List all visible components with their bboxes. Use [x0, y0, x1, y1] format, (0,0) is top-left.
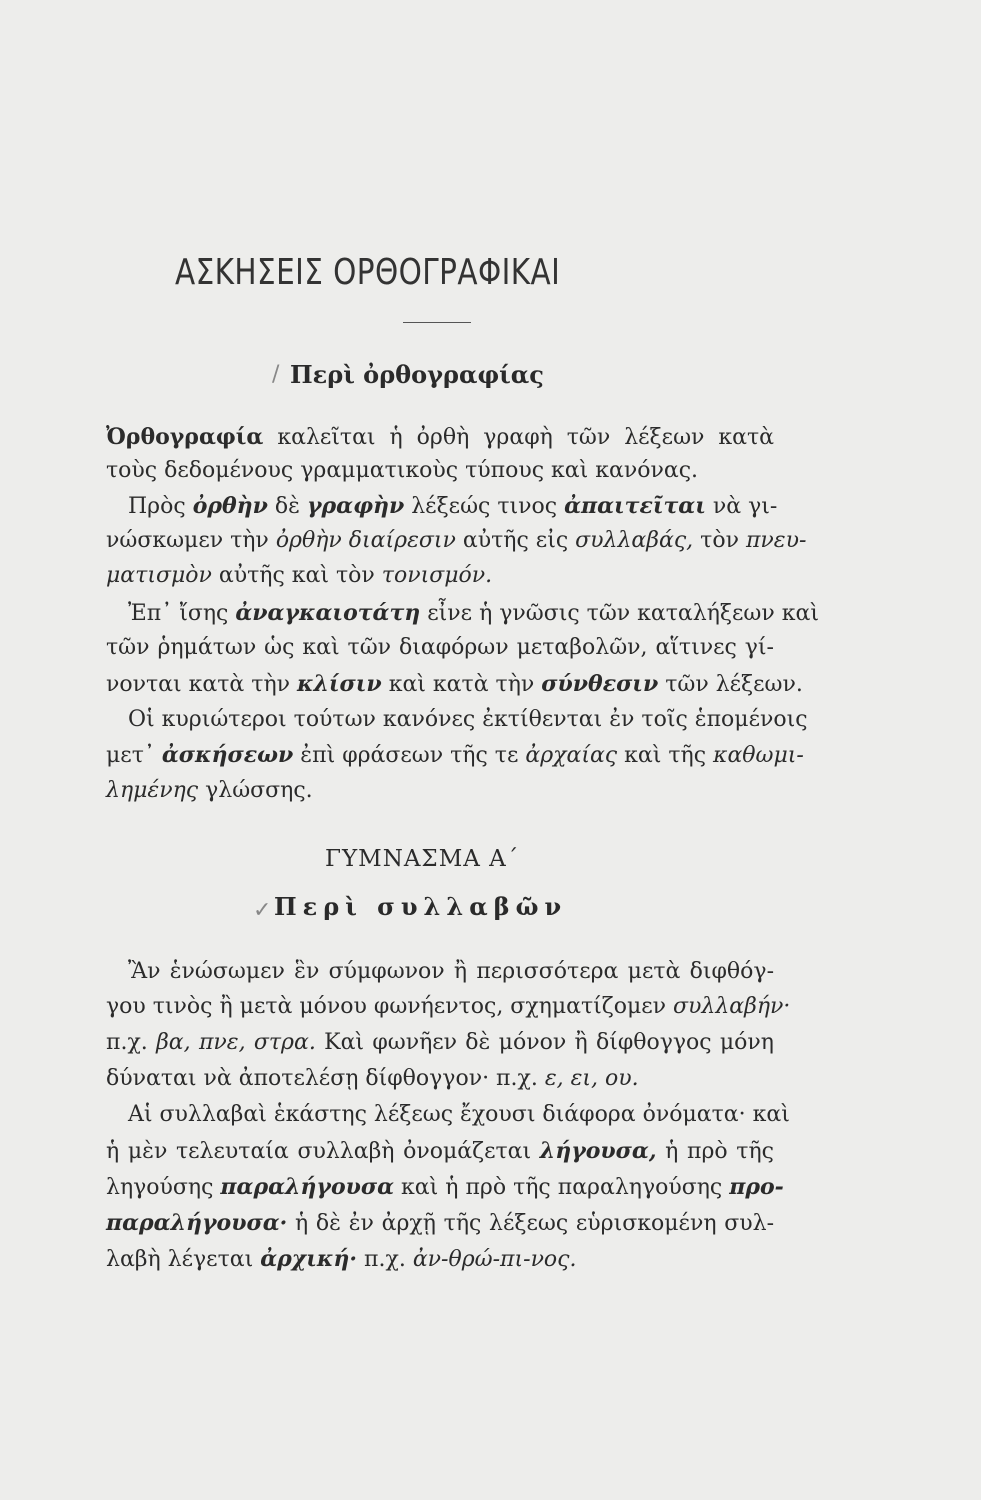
exercise-heading: ΓΥΜΝΑΣΜΑ Α΄ — [325, 846, 520, 872]
text-line: λημένης γλώσσης. — [106, 778, 313, 803]
text-line: νονται κατὰ τὴν κλίσιν καὶ κατὰ τὴν σύνθεσιν τῶν λέξεων. — [106, 671, 803, 697]
text-line: δύναται νὰ ἀποτελέσῃ δίφθογγον· π.χ. ε, ει, ου. — [106, 1066, 639, 1091]
text-line: Ἐπ᾽ ἴσης ἀναγκαιοτάτη εἶνε ἡ γνῶσις τῶν καταλήξεων καὶ — [128, 600, 819, 626]
text-line: ματισμὸν αὐτῆς καὶ τὸν τονισμόν. — [106, 563, 493, 588]
text-line: Πρὸς ὀρθὴν δὲ γραφὴν λέξεώς τινος ἀπαιτεῖται νὰ γι- — [128, 493, 778, 519]
text-line: π.χ. βα, πνε, στρα. Καὶ φωνῆεν δὲ μόνον ἢ δίφθογγος μόνη — [106, 1030, 774, 1055]
text-line: νώσκωμεν τὴν ὀρθὴν διαίρεσιν αὐτῆς εἰς συλλαβάς, τὸν πνευ- — [106, 528, 807, 553]
text-line: παραλήγουσα· ἡ δὲ ἐν ἀρχῇ τῆς λέξεως εὑρισκομένη συλ- — [106, 1210, 774, 1236]
title-rule — [403, 322, 471, 323]
section-heading-orthography: Περὶ ὀρθογραφίας — [290, 360, 544, 389]
text-line: Ἂν ἑνώσωμεν ἓν σύμφωνον ἢ περισσότερα μετὰ διφθόγ- — [128, 959, 774, 984]
text-line: μετ᾽ ἀσκήσεων ἐπὶ φράσεων τῆς τε ἀρχαίας καὶ τῆς καθωμι- — [106, 742, 804, 768]
text-line: Αἱ συλλαβαὶ ἑκάστης λέξεως ἔχουσι διάφορα ὀνόματα· καὶ — [128, 1102, 790, 1127]
text-line: Ὀρθογραφία καλεῖται ἡ ὀρθὴ γραφὴ τῶν λέξεων κατὰ — [106, 424, 774, 450]
text-line: Οἱ κυριώτεροι τούτων κανόνες ἐκτίθενται ἐν τοῖς ἑπομένοις — [128, 707, 808, 732]
text-line: γου τινὸς ἢ μετὰ μόνου φωνήεντος, σχηματίζομεν συλλαβήν· — [106, 994, 791, 1019]
text-line: τοὺς δεδομένους γραμματικοὺς τύπους καὶ κανόνας. — [106, 458, 699, 483]
text-line: λαβὴ λέγεται ἀρχική· π.χ. ἀν-θρώ-πι-νος. — [106, 1246, 577, 1272]
margin-check-mark: / — [272, 362, 280, 387]
page-title: ΑΣΚΗΣΕΙΣ ΟΡΘΟΓΡΑΦΙΚΑΙ — [175, 252, 561, 293]
text-line: ληγούσης παραλήγουσα καὶ ἡ πρὸ τῆς παραληγούσης προ- — [106, 1174, 784, 1200]
margin-check-mark: ✓ — [253, 898, 272, 923]
text-line: ἡ μὲν τελευταία συλλαβὴ ὀνομάζεται λήγουσα, ἡ πρὸ τῆς — [106, 1138, 774, 1164]
section-heading-syllables: Περὶ συλλαβῶν — [274, 892, 568, 921]
text-line: τῶν ῥημάτων ὡς καὶ τῶν διαφόρων μεταβολῶν, αἵτινες γί- — [106, 635, 774, 660]
